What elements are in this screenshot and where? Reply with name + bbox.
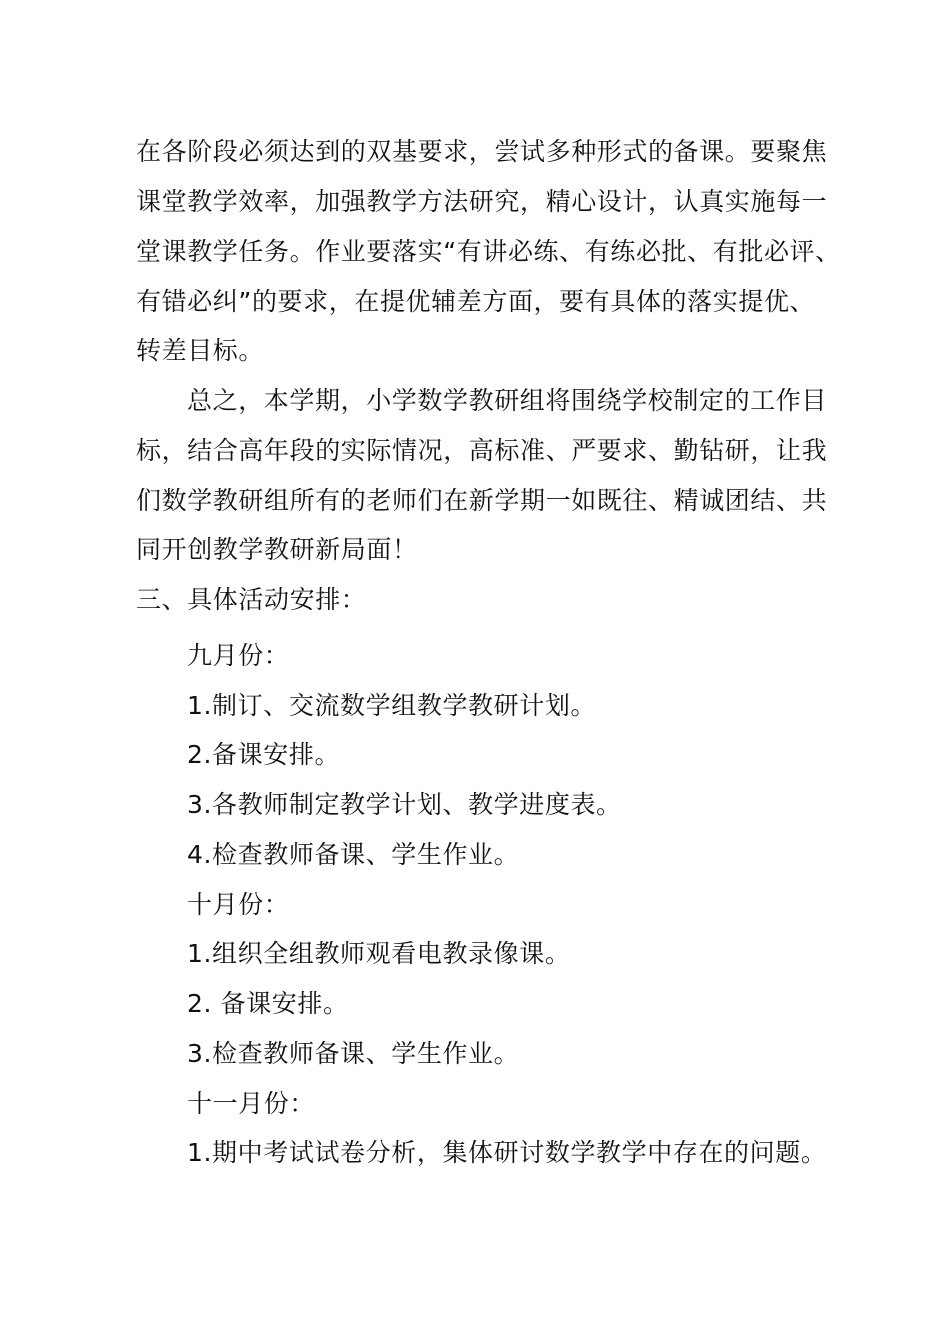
month-label: 十月份：	[187, 890, 290, 919]
paragraph-line: 课堂教学效率，加强教学方法研究，精心设计，认真实施每一	[136, 187, 828, 216]
paragraph-line: 堂课教学任务。作业要落实“有讲必练、有练必批、有批必评、	[136, 237, 841, 266]
paragraph-line: 同开创教学教研新局面！	[136, 535, 418, 564]
paragraph-line: 总之，本学期，小学数学教研组将围绕学校制定的工作目	[187, 386, 828, 415]
list-item: 1.期中考试试卷分析，集体研讨数学教学中存在的问题。	[187, 1138, 827, 1167]
paragraph-line: 转差目标。	[136, 336, 265, 365]
list-item: 1.组织全组教师观看电教录像课。	[187, 939, 571, 968]
paragraph-line: 在各阶段必须达到的双基要求，尝试多种形式的备课。要聚焦	[136, 137, 828, 166]
list-item: 1.制订、交流数学组教学教研计划。	[187, 691, 597, 720]
section-heading: 三、具体活动安排：	[136, 585, 367, 614]
list-item: 4.检查教师备课、学生作业。	[187, 840, 520, 869]
list-item: 2.备课安排。	[187, 740, 341, 769]
paragraph-line: 标，结合高年段的实际情况，高标准、严要求、勤钻研，让我	[136, 436, 828, 465]
paragraph-line: 们数学教研组所有的老师们在新学期一如既往、精诚团结、共	[136, 486, 828, 515]
list-item: 3.检查教师备课、学生作业。	[187, 1039, 520, 1068]
paragraph-line: 有错必纠”的要求，在提优辅差方面，要有具体的落实提优、	[136, 287, 816, 316]
month-label: 九月份：	[187, 641, 290, 670]
list-item: 2. 备课安排。	[187, 989, 349, 1018]
list-item: 3.各教师制定教学计划、教学进度表。	[187, 790, 622, 819]
month-label: 十一月份：	[187, 1089, 316, 1118]
